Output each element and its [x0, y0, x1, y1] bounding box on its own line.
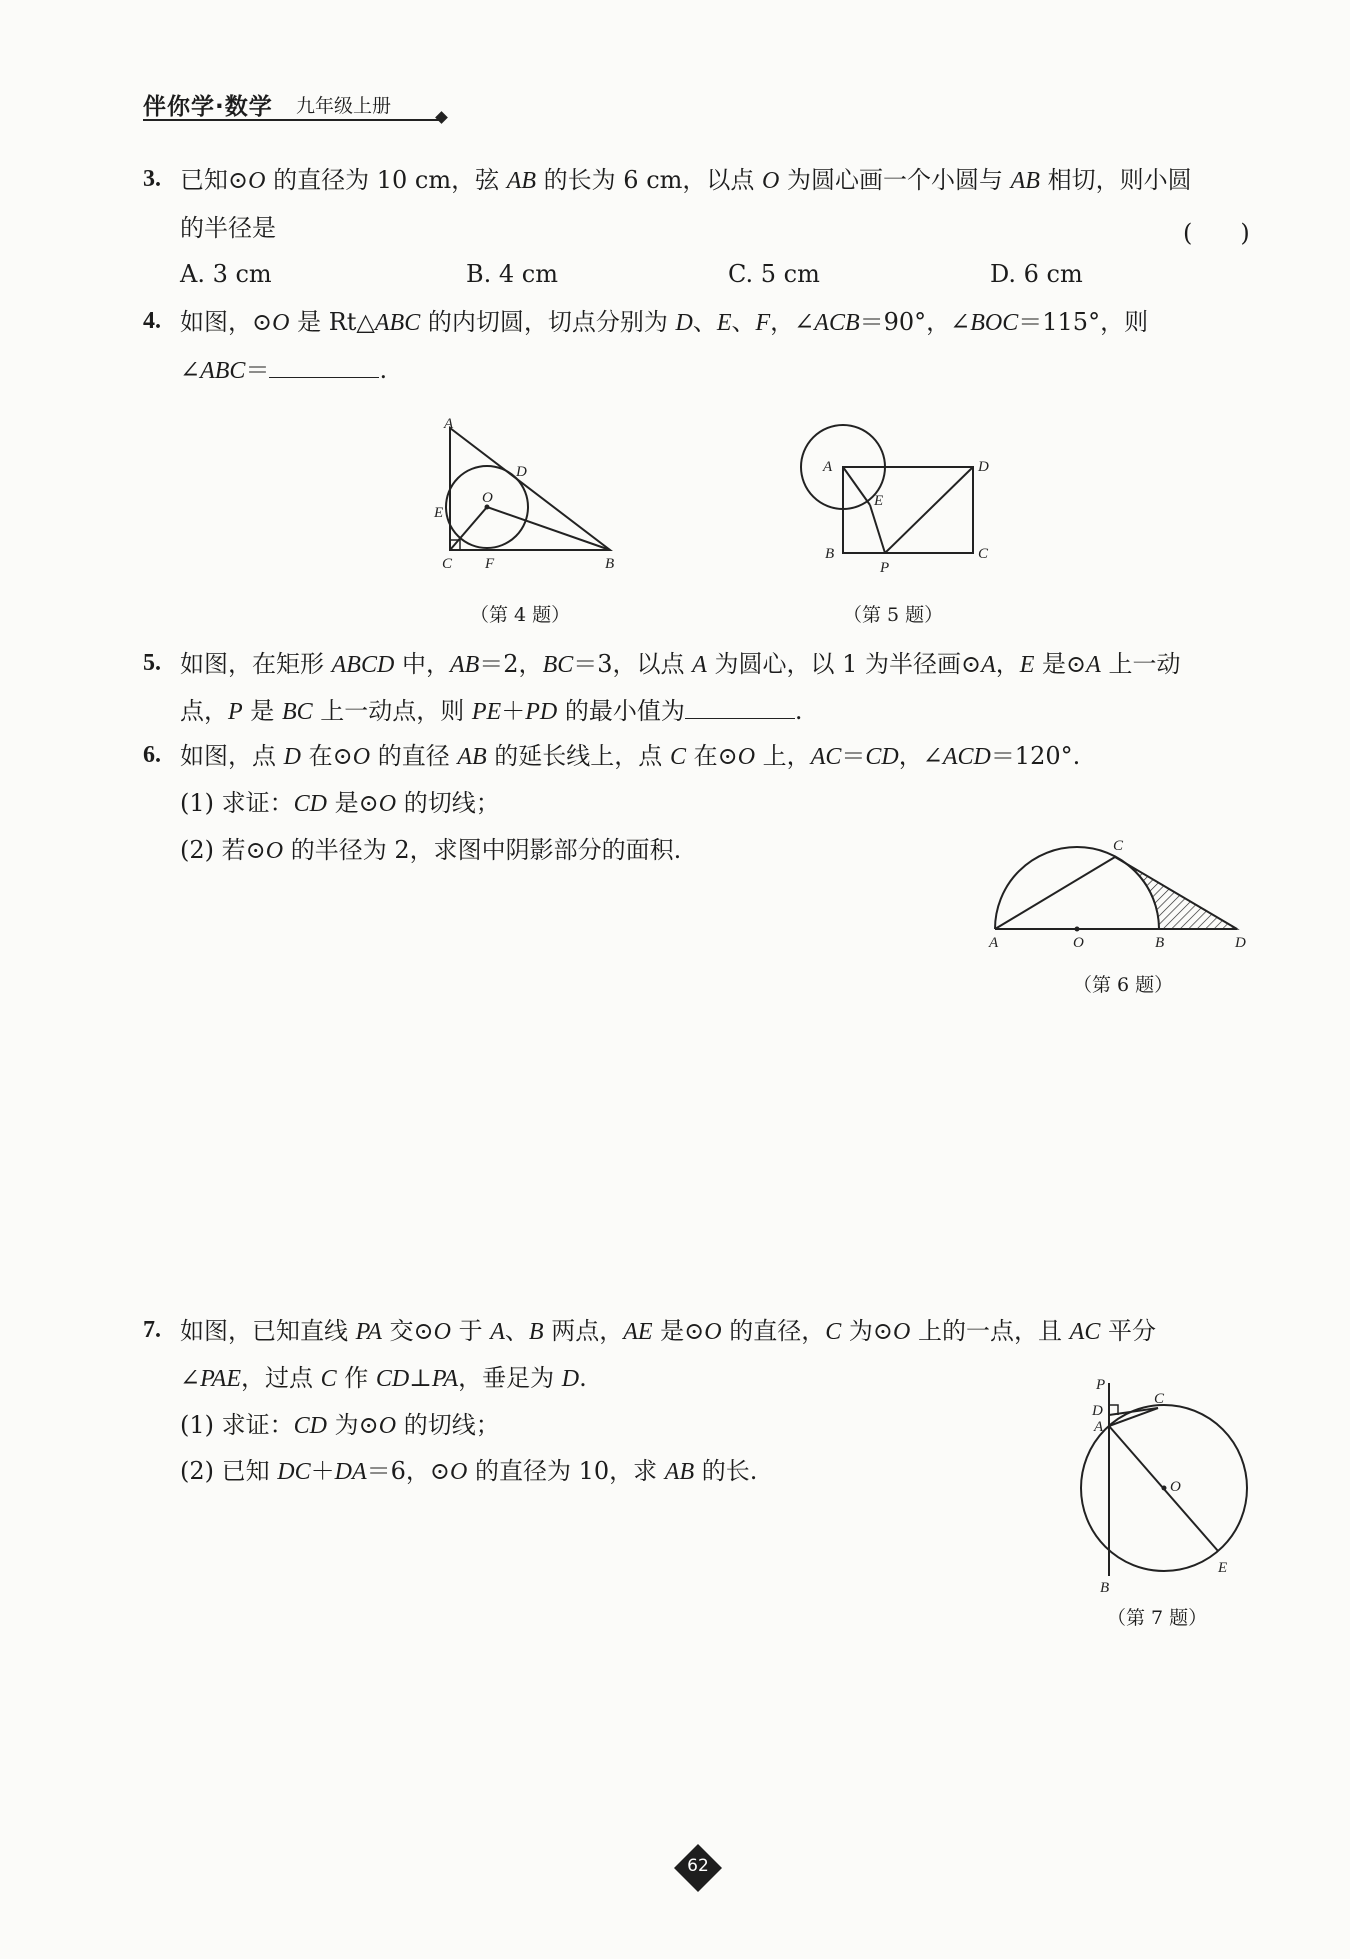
q3-option-b: B. 4 cm [466, 260, 558, 288]
q5-segment-pd [885, 467, 973, 553]
q6-semicircle [995, 847, 1159, 929]
q5-label-b: B [825, 546, 835, 562]
q5-label-e: E [874, 493, 884, 509]
q6-text-line1: 如图，点 D 在⊙O 的直径 AB 的延长线上，点 C 在⊙O 上，AC＝CD，∠ACD＝120°. [180, 742, 1081, 770]
figure-q5 [785, 415, 1005, 575]
figure-q4 [420, 410, 630, 580]
q6-caption: （第 6 题） [1073, 974, 1174, 996]
q4-label-c: C [442, 556, 453, 572]
q5-rectangle [843, 467, 973, 553]
q5-text-line1: 如图，在矩形 ABCD 中，AB＝2，BC＝3，以点 A 为圆心，以 1 为半径画⊙A，E 是⊙A 上一动 [180, 650, 1181, 678]
q7-label-c: C [1154, 1391, 1165, 1407]
q3-option-c: C. 5 cm [728, 260, 820, 288]
q7-sub1: (1) 求证：CD 为⊙O 的切线； [180, 1411, 500, 1439]
q4-text-line1: 如图，⊙O 是 Rt△ABC 的内切圆，切点分别为 D、E、F，∠ACB＝90°，∠BOC＝115°，则 [180, 308, 1149, 336]
header-rule [143, 119, 443, 121]
q5-text-line2: 点，P 是 BC 上一动点，则 PE＋PD 的最小值为 . [180, 697, 803, 725]
header-diamond-icon [435, 111, 448, 124]
q3-option-a: A. 3 cm [180, 260, 272, 288]
q6-sub1: (1) 求证：CD 是⊙O 的切线； [180, 789, 500, 817]
header-brand: 伴你学·数学 [143, 94, 273, 120]
q4-triangle [450, 428, 610, 550]
q6-chord-ac [995, 857, 1115, 929]
q7-text-line1: 如图，已知直线 PA 交⊙O 于 A、B 两点，AE 是⊙O 的直径，C 为⊙O 上的一点，且 AC 平分 [180, 1317, 1156, 1345]
q5-segment-ep [870, 505, 885, 553]
q4-number: 4. [143, 308, 161, 334]
q7-text-line2: ∠PAE，过点 C 作 CD⊥PA，垂足为 D. [180, 1364, 587, 1392]
q4-label-d: D [516, 464, 527, 480]
q3-option-d: D. 6 cm [990, 260, 1083, 288]
q4-label-e: E [434, 505, 444, 521]
q6-sub2: (2) 若⊙O 的半径为 2，求图中阴影部分的面积. [180, 836, 682, 864]
q4-label-o: O [482, 490, 493, 506]
q5-label-d: D [978, 459, 989, 475]
q5-label-a: A [823, 459, 833, 475]
q3-text-line1: 已知⊙O 的直径为 10 cm，弦 AB 的长为 6 cm，以点 O 为圆心画一个小圆与 AB 相切，则小圆 [180, 166, 1192, 194]
q4-label-b: B [605, 556, 615, 572]
q7-label-d: D [1092, 1403, 1103, 1419]
q4-caption: （第 4 题） [470, 604, 571, 626]
q4-text-line2: ∠ABC＝ . [180, 356, 388, 384]
page-number: 62 [687, 1856, 709, 1876]
q5-segment-ae [843, 467, 870, 505]
q7-label-b: B [1100, 1580, 1110, 1595]
q5-caption: （第 5 题） [843, 604, 944, 626]
q3-number: 3. [143, 166, 161, 192]
q6-label-o: O [1073, 935, 1084, 951]
q4-label-f: F [485, 556, 495, 572]
q6-label-b: B [1155, 935, 1165, 951]
q5-label-c: C [978, 546, 989, 562]
q6-number: 6. [143, 742, 161, 768]
q7-label-p: P [1096, 1377, 1106, 1393]
q7-label-o: O [1170, 1479, 1181, 1495]
figure-q6 [985, 835, 1255, 955]
figure-q7 [1080, 1375, 1260, 1595]
q3-text-line2: 的半径是 [180, 214, 276, 242]
q6-label-a: A [989, 935, 999, 951]
q7-sub2: (2) 已知 DC＋DA＝6，⊙O 的直径为 10，求 AB 的长. [180, 1457, 758, 1485]
header-grade: 九年级上册 [296, 95, 392, 117]
q7-label-e: E [1218, 1560, 1228, 1576]
q7-caption: （第 7 题） [1107, 1607, 1208, 1629]
q6-label-c: C [1113, 838, 1124, 854]
q5-label-p: P [880, 560, 890, 575]
q3-answer-paren: ( ) [1183, 219, 1250, 247]
q7-label-a: A [1094, 1419, 1104, 1435]
q7-number: 7. [143, 1317, 161, 1343]
q5-number: 5. [143, 650, 161, 676]
q4-label-a: A [444, 416, 454, 432]
q6-label-d: D [1235, 935, 1246, 951]
